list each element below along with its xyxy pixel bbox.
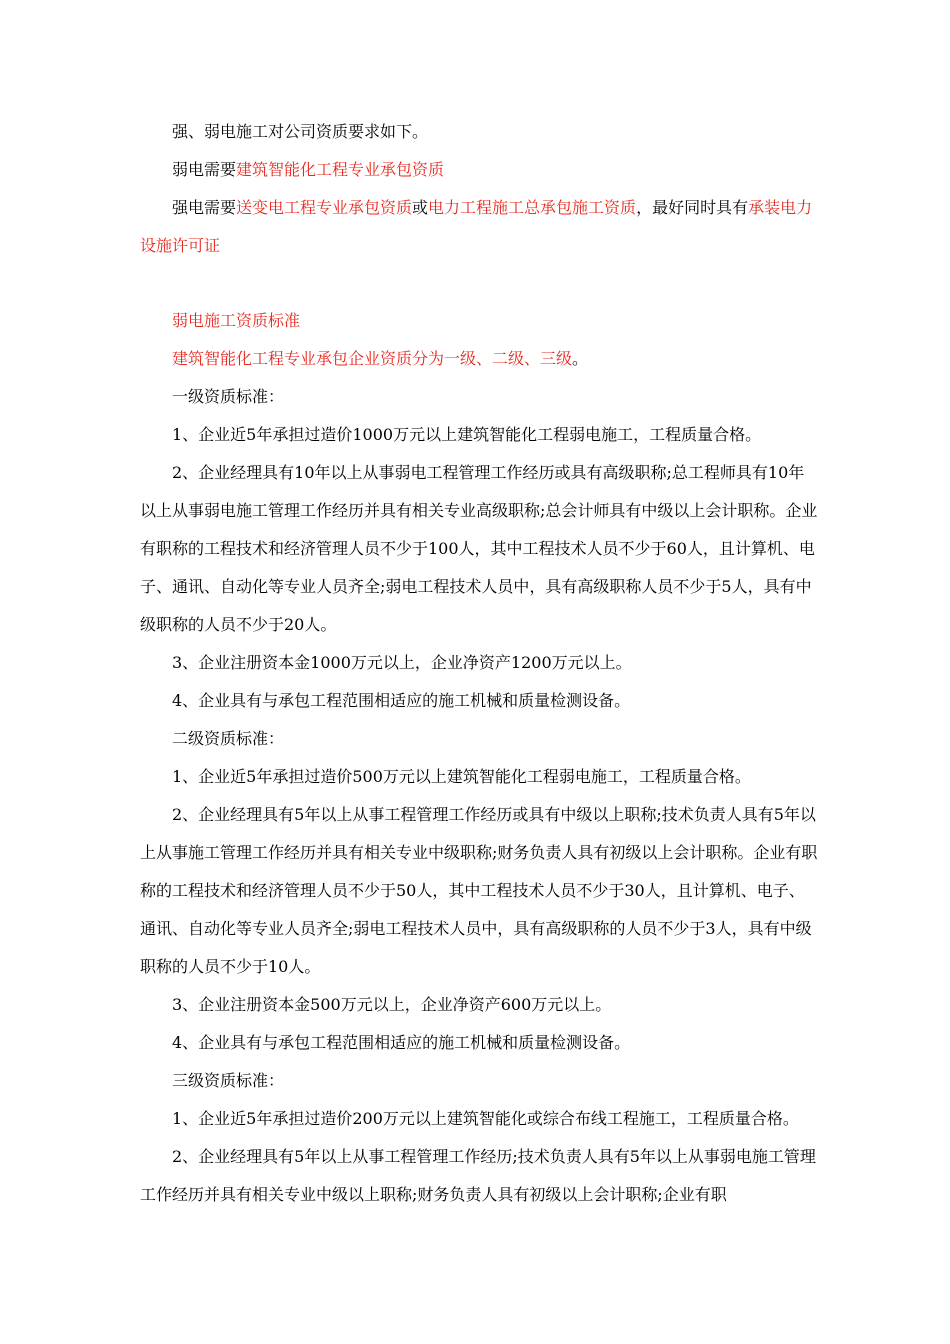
level-3-item-2: 2、企业经理具有5年以上从事工程管理工作经历;技术负责人具有5年以上从事弱电施工管理工作经历并具有相关专业中级以上职称;财务负责人具有初级以上会计职称;企业有职 (140, 1147, 816, 1204)
strong-prefix: 强电需要 (172, 198, 237, 217)
weak-qualification-highlight: 建筑智能化工程专业承包资质 (236, 160, 445, 179)
strong-qualification-highlight-1: 送变电工程专业承包资质 (236, 198, 413, 217)
subheading-end: 。 (572, 349, 589, 368)
level-1-item-1: 1、企业近5年承担过造价1000万元以上建筑智能化工程弱电施工，工程质量合格。 (172, 425, 762, 444)
strong-qualification-highlight-3: 承装电力设施许可证 (140, 198, 813, 255)
level-3-item-1: 1、企业近5年承担过造价200万元以上建筑智能化或综合布线工程施工，工程质量合格。 (172, 1109, 799, 1128)
subheading-highlight: 建筑智能化工程专业承包企业资质分为一级、二级、三级 (172, 349, 573, 368)
intro-line: 强、弱电施工对公司资质要求如下。 (172, 122, 429, 141)
level-1-item-4: 4、企业具有与承包工程范围相适应的施工机械和质量检测设备。 (172, 691, 631, 710)
level-2-item-2: 2、企业经理具有5年以上从事工程管理工作经历或具有中级以上职称;技术负责人具有5年以上从事施工管理工作经历并具有相关专业中级职称;财务负责人具有初级以上会计职称。企业有职称的工程技术和经济管理人员不少于50人，其中工程技术人员不少于30人，且计算机、电子、通讯、自动化等专业人员齐全;弱电工程技术人员中，具有高级职称的人员不少于3人，具有中级职称的人员不少于10人。 (140, 805, 818, 976)
level-2-title: 二级资质标准： (172, 729, 285, 748)
level-3-title: 三级资质标准： (172, 1071, 285, 1090)
document-body (140, 113, 820, 1214)
weak-prefix: 弱电需要 (172, 160, 237, 179)
section-heading: 弱电施工资质标准 (172, 311, 301, 330)
weak-current-requirement (140, 151, 820, 189)
strong-qualification-highlight-2: 电力工程施工总承包施工资质 (428, 198, 637, 217)
level-1-title: 一级资质标准： (172, 387, 285, 406)
level-1-item-2: 2、企业经理具有10年以上从事弱电工程管理工作经历或具有高级职称;总工程师具有10年以上从事弱电施工管理工作经历并具有相关专业高级职称;总会计师具有中级以上会计职称。企业有职称的工程技术和经济管理人员不少于100人，其中工程技术人员不少于60人，且计算机、电子、通讯、自动化等专业人员齐全;弱电工程技术人员中，具有高级职称人员不少于5人，具有中级职称的人员不少于20人。 (140, 463, 818, 634)
section-subheading (140, 340, 820, 378)
level-2-item-4: 4、企业具有与承包工程范围相适应的施工机械和质量检测设备。 (172, 1033, 631, 1052)
spacer (140, 265, 820, 302)
strong-middle: ，最好同时具有 (636, 198, 749, 217)
strong-or: 或 (412, 198, 429, 217)
strong-current-requirement (140, 189, 820, 265)
level-1-item-3: 3、企业注册资本金1000万元以上，企业净资产1200万元以上。 (172, 653, 632, 672)
level-2-item-3: 3、企业注册资本金500万元以上，企业净资产600万元以上。 (172, 995, 612, 1014)
level-2-item-1: 1、企业近5年承担过造价500万元以上建筑智能化工程弱电施工，工程质量合格。 (172, 767, 751, 786)
